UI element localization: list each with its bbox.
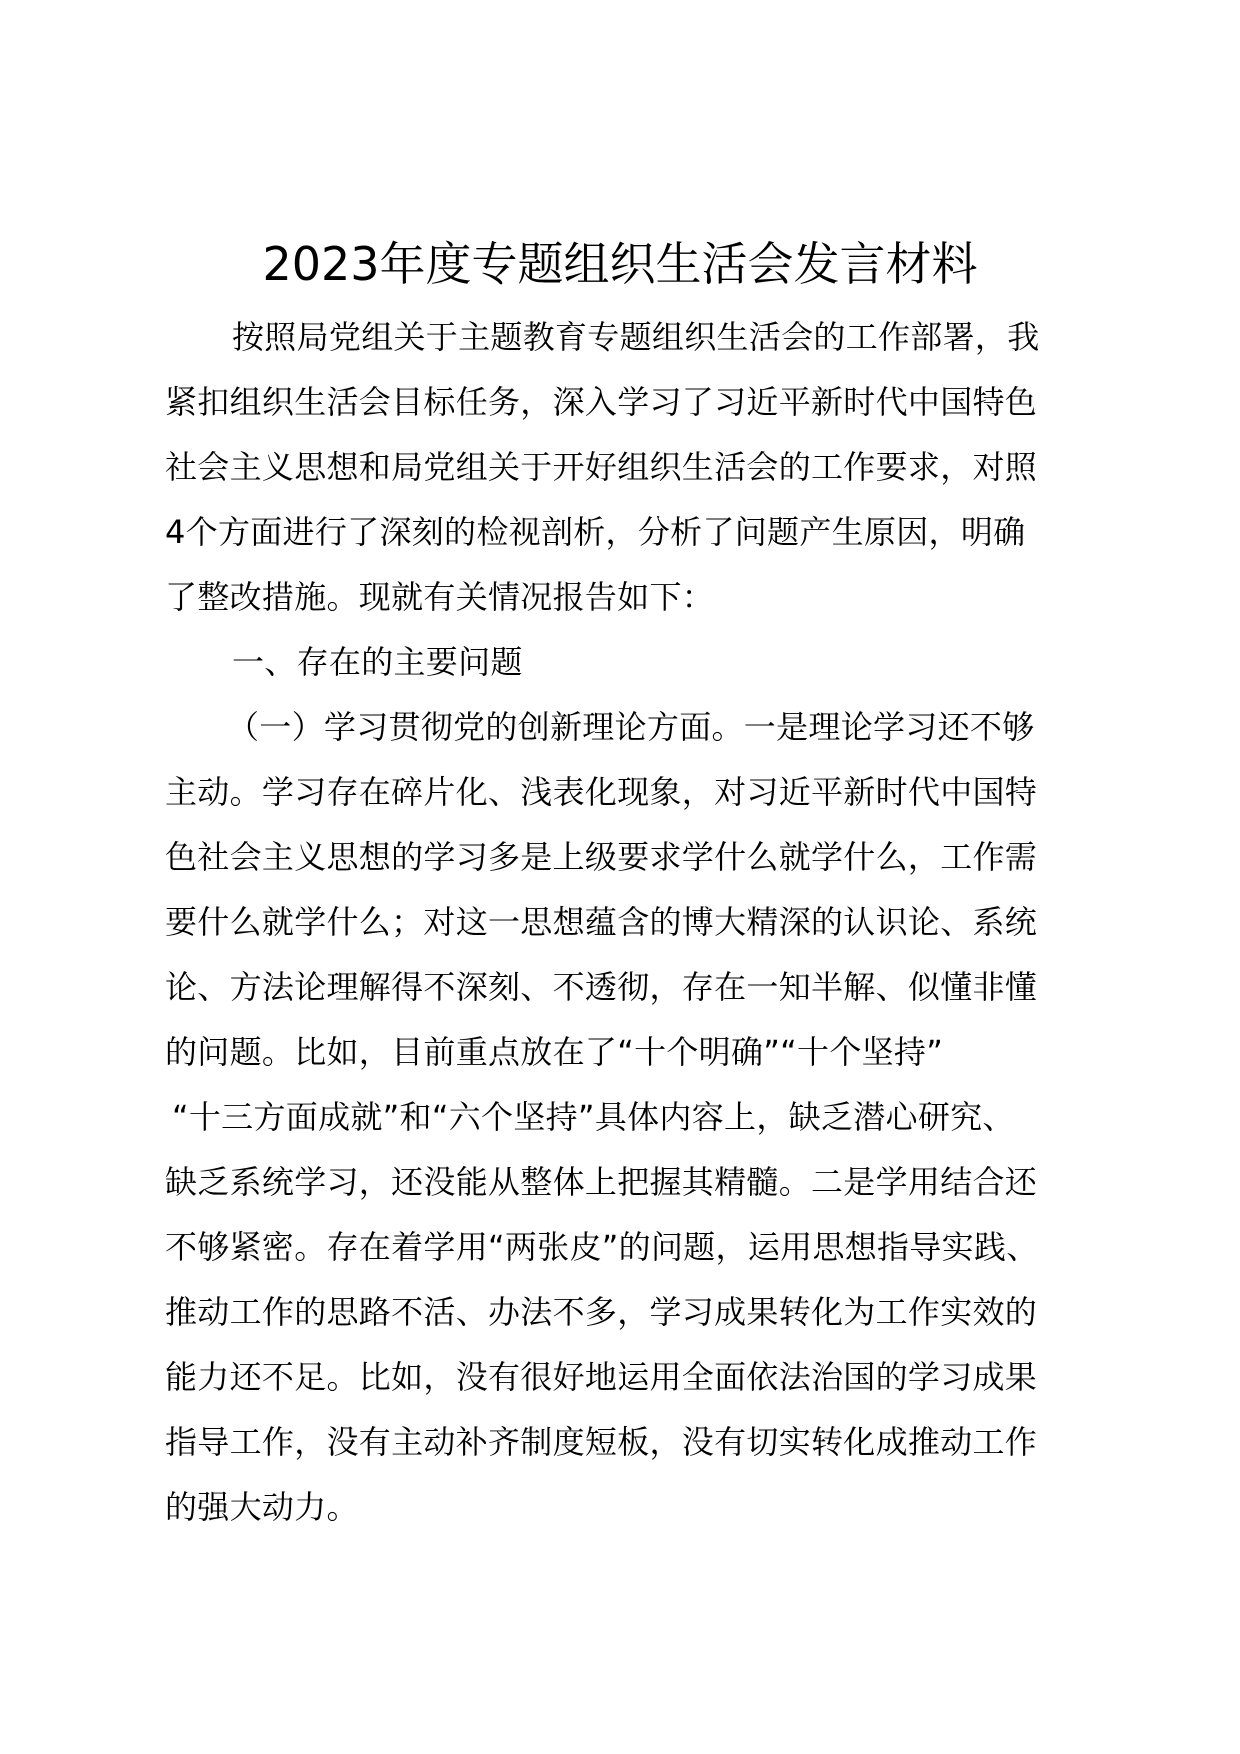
paragraph-line: 论、方法论理解得不深刻、不透彻，存在一知半解、似懂非懂 xyxy=(165,968,1038,1006)
paragraph-line: 社会主义思想和局党组关于开好组织生活会的工作要求，对照 xyxy=(165,448,1038,486)
paragraph-line: 色社会主义思想的学习多是上级要求学什么就学什么，工作需 xyxy=(165,838,1038,876)
paragraph-line: 不够紧密。存在着学用“两张皮”的问题，运用思想指导实践、 xyxy=(165,1228,1039,1266)
paragraph-line: “十三方面成就”和“六个坚持”具体内容上，缺乏潜心研究、 xyxy=(172,1098,1015,1136)
paragraph-line: （一）学习贯彻党的创新理论方面。一是理论学习还不够 xyxy=(227,708,1035,746)
paragraph-line: 4个方面进行了深刻的检视剖析，分析了问题产生原因，明确 xyxy=(165,513,1026,551)
paragraph-line: 了整改措施。现就有关情况报告如下： xyxy=(165,578,715,616)
paragraph-line: 紧扣组织生活会目标任务，深入学习了习近平新时代中国特色 xyxy=(165,383,1038,421)
section-heading: 一、存在的主要问题 xyxy=(232,643,523,681)
paragraph-line: 主动。学习存在碎片化、浅表化现象，对习近平新时代中国特 xyxy=(165,773,1038,811)
paragraph-line: 要什么就学什么；对这一思想蕴含的博大精深的认识论、系统 xyxy=(165,903,1038,941)
paragraph-line: 推动工作的思路不活、办法不多，学习成果转化为工作实效的 xyxy=(165,1293,1038,1331)
document-body xyxy=(165,305,1085,1540)
paragraph-line: 的问题。比如，目前重点放在了“十个明确”“十个坚持” xyxy=(165,1033,944,1071)
document-title: 2023年度专题组织生活会发言材料 xyxy=(262,237,978,291)
paragraph-line: 的强大动力。 xyxy=(165,1488,359,1526)
paragraph-line: 指导工作，没有主动补齐制度短板，没有切实转化成推动工作 xyxy=(165,1423,1038,1461)
paragraph-line: 缺乏系统学习，还没能从整体上把握其精髓。二是学用结合还 xyxy=(165,1163,1038,1201)
paragraph-line: 按照局党组关于主题教育专题组织生活会的工作部署，我 xyxy=(232,318,1040,356)
paragraph-line: 能力还不足。比如，没有很好地运用全面依法治国的学习成果 xyxy=(165,1358,1038,1396)
